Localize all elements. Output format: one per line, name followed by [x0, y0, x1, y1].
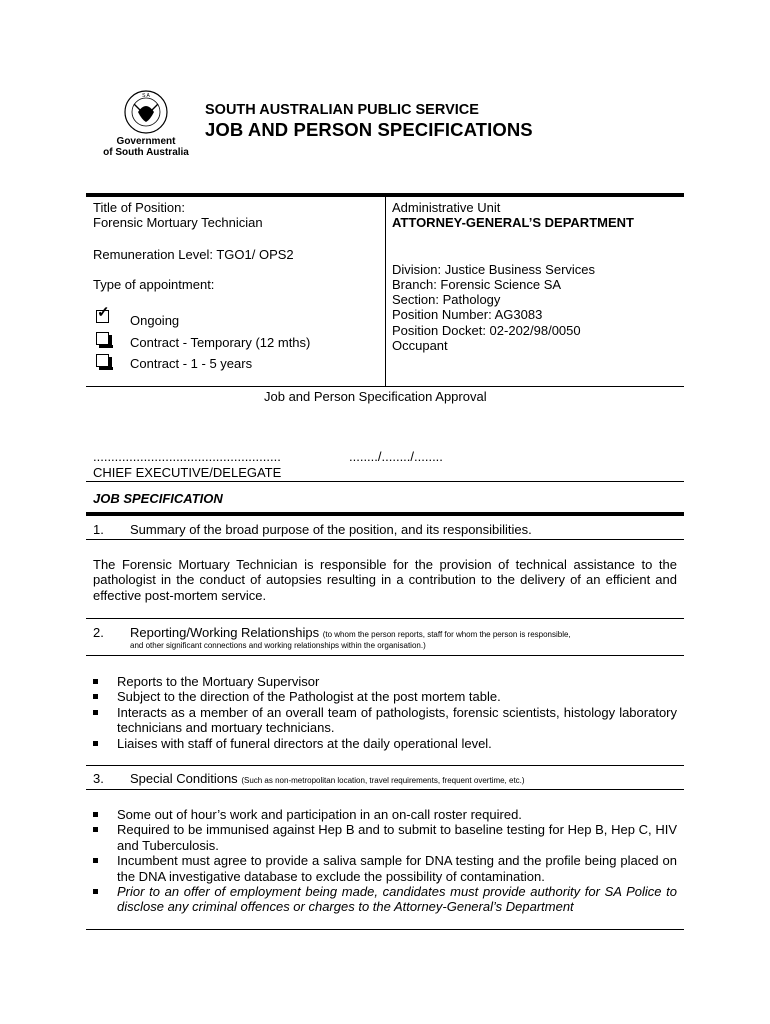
section-1-number: 1. [93, 522, 104, 537]
section-3-top-rule [86, 765, 684, 766]
appointment-contract: Contract - 1 - 5 years [130, 356, 253, 371]
section-3-number: 3. [93, 771, 104, 786]
title-label: Title of Position: [93, 200, 186, 215]
section-2-rule [86, 655, 684, 656]
svg-text:S A: S A [142, 93, 150, 99]
title-value: Forensic Mortuary Technician [93, 215, 263, 230]
appointment-temporary: Contract - Temporary (12 mths) [130, 335, 311, 350]
position-docket: Position Docket: 02-202/98/0050 [392, 323, 581, 338]
section-2-note: (to whom the person reports, staff for whom the person is responsible, [322, 630, 571, 639]
government-logo [96, 90, 196, 160]
date-line: ......../......../........ [349, 449, 443, 464]
section-1-title: Summary of the broad purpose of the position, and its responsibilities. [130, 522, 532, 537]
ongoing-checkbox[interactable] [96, 304, 110, 323]
logo-line-2: of South Australia [103, 147, 189, 158]
section-2-number: 2. [93, 625, 104, 640]
column-divider [385, 196, 386, 386]
signature-rule [86, 481, 684, 482]
section-3-heading [130, 771, 525, 788]
service-title: SOUTH AUSTRALIAN PUBLIC SERVICE [205, 102, 479, 118]
branch: Branch: Forensic Science SA [392, 277, 562, 292]
section-1-rule [86, 539, 684, 540]
approval-title: Job and Person Specification Approval [264, 389, 487, 404]
section-3-rule [86, 789, 684, 790]
job-spec-heading: JOB SPECIFICATION [93, 491, 223, 506]
division: Division: Justice Business Services [392, 262, 596, 277]
list-item: Interacts as a member of an overall team of pathologists, forensic scientists, histology laboratory technicians and mortuary technicians. [93, 705, 677, 736]
signature-line: .................................................... [93, 449, 281, 464]
section-2-heading [130, 625, 571, 642]
list-item: Reports to the Mortuary Supervisor [93, 674, 677, 689]
section-2-top-rule [86, 618, 684, 619]
unit-label: Administrative Unit [392, 200, 501, 215]
bottom-rule [86, 929, 684, 930]
sa-crest-icon [118, 90, 174, 136]
section-2-list [93, 674, 677, 751]
checkmark-icon: ✓ [97, 304, 110, 321]
job-spec-rule [86, 512, 684, 516]
list-item: Some out of hour’s work and participation in an on-call roster required. [93, 807, 677, 822]
section-3-list [93, 807, 677, 915]
occupant: Occupant [392, 338, 448, 353]
appointment-label: Type of appointment: [93, 277, 215, 292]
appointment-ongoing: Ongoing [130, 313, 180, 328]
section-2-note-2: and other significant connections and working relationships within the organisation.) [130, 641, 426, 650]
page-title: JOB AND PERSON SPECIFICATIONS [205, 119, 533, 140]
unit-value: ATTORNEY-GENERAL’S DEPARTMENT [392, 215, 634, 230]
approval-rule [86, 386, 684, 387]
section-2-title: Reporting/Working Relationships [130, 625, 320, 640]
contract-checkbox[interactable] [96, 354, 109, 367]
logo-line-1: Government [116, 136, 176, 147]
section: Section: Pathology [392, 292, 501, 307]
list-item: Required to be immunised against Hep B and to submit to baseline testing for Hep B, Hep C, HIV and Tuberculosis. [93, 822, 677, 853]
list-item: Prior to an offer of employment being made, candidates must provide authority for SA Police to disclose any criminal offences or charges to the Attorney-General’s Department [93, 884, 677, 915]
position-number: Position Number: AG3083 [392, 307, 543, 322]
list-item: Subject to the direction of the Pathologist at the post mortem table. [93, 689, 677, 704]
list-item: Incumbent must agree to provide a saliva sample for DNA testing and the profile being placed on the DNA investigative database to exclude the possibility of contamination. [93, 853, 677, 884]
remuneration: Remuneration Level: TGO1/ OPS2 [93, 247, 294, 262]
section-3-note: (Such as non-metropolitan location, travel requirements, frequent overtime, etc.) [241, 776, 525, 785]
list-item: Liaises with staff of funeral directors at the daily operational level. [93, 736, 677, 751]
temporary-checkbox[interactable] [96, 332, 109, 345]
signatory-label: CHIEF EXECUTIVE/DELEGATE [93, 465, 282, 480]
section-1-body: The Forensic Mortuary Technician is responsible for the provision of technical assistance to the pathologist in the conduct of autopsies resulting in a contribution to the delivery of an efficient and effective post-mortem service. [93, 557, 677, 603]
section-3-title: Special Conditions [130, 771, 238, 786]
